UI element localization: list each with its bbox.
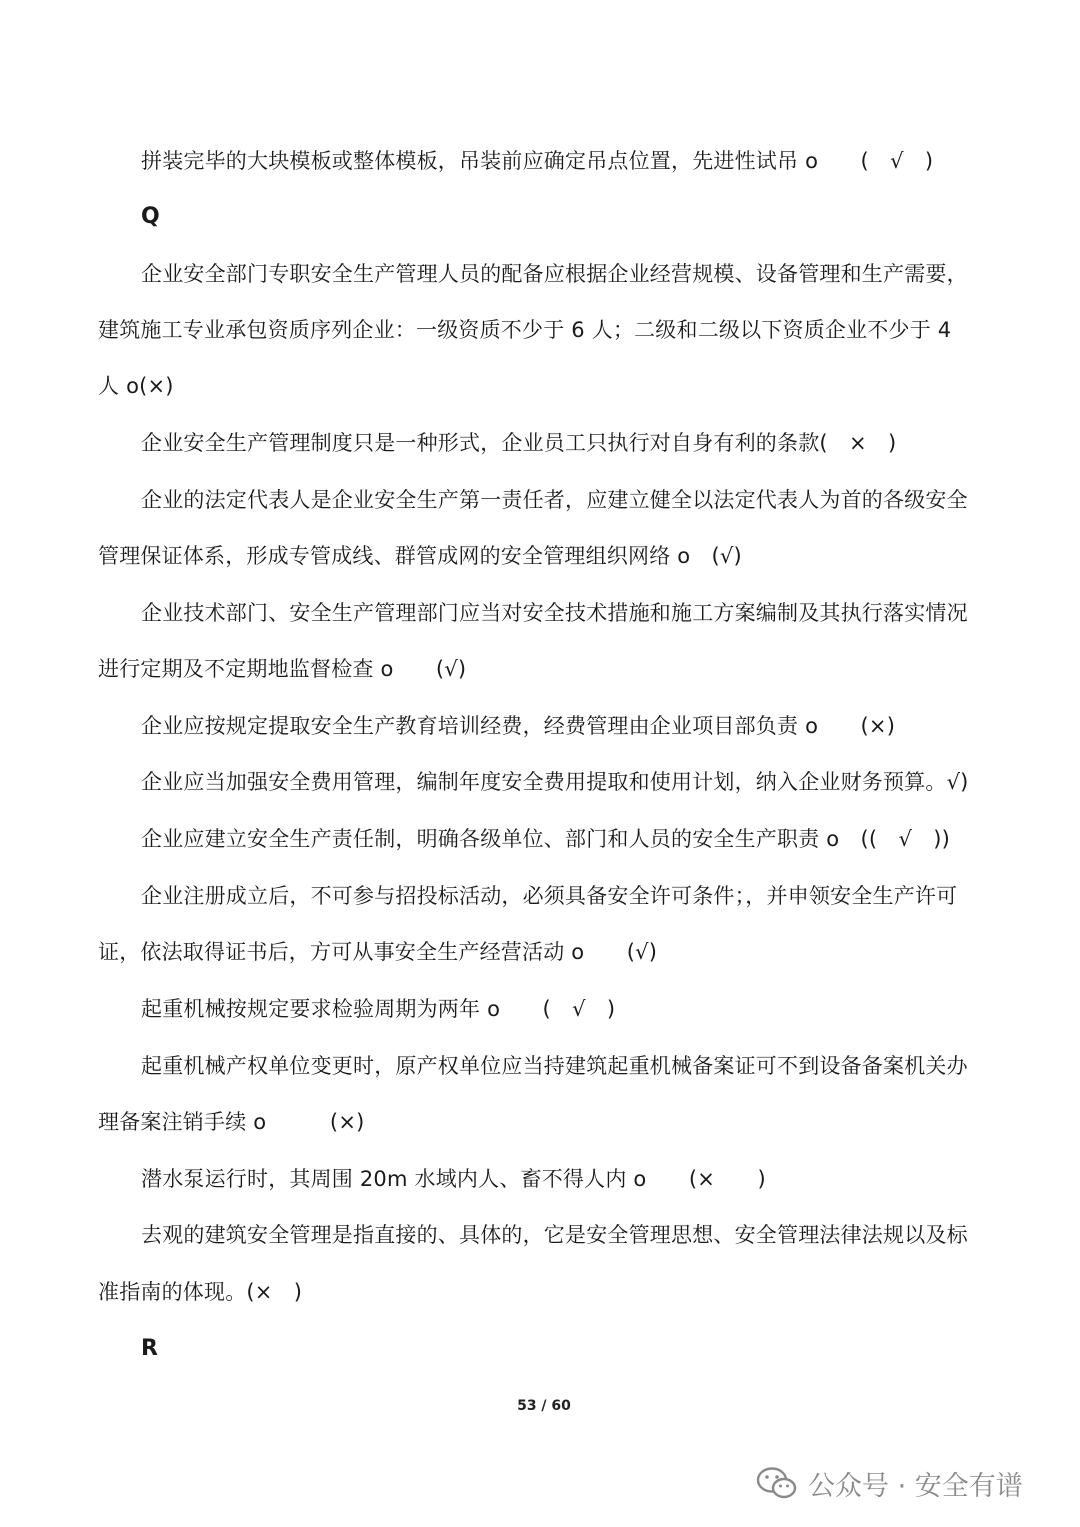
statement-legal-representative-cont: 管理保证体系，形成专管成线、群管成网的安全管理组织网络 o (√)	[98, 544, 742, 568]
statement-crane-inspection: 起重机械按规定要求检验周期为两年 o ( √ )	[141, 997, 616, 1021]
statement-safety-costs: 企业应当加强安全费用管理，编制年度安全费用提取和使用计划，纳入企业财务预算。√)	[141, 770, 969, 794]
watermark	[756, 1463, 1023, 1503]
statement-crane-ownership: 起重机械产权单位变更时，原产权单位应当持建筑起重机械备案证可不到设备备案机关办	[141, 1054, 968, 1078]
statement-submersible-pump: 潜水泵运行时，其周围 20m 水域内人、畜不得人内 o (× )	[141, 1167, 766, 1191]
statement-technical-department-cont: 进行定期及不定期地监督检查 o (√)	[98, 657, 467, 681]
statement-registration: 企业注册成立后，不可参与招投标活动，必须具备安全许可条件；，并申领安全生产许可	[141, 884, 958, 908]
watermark-text: 公众号 · 安全有谱	[808, 1470, 1023, 1502]
statement-management-system: 企业安全生产管理制度只是一种形式，企业员工只执行对自身有利的条款( × )	[141, 431, 897, 455]
statement-registration-cont: 证，依法取得证书后，方可从事安全生产经营活动 o (√)	[98, 940, 658, 964]
statement-template-lifting: 拼装完毕的大块模板或整体模板，吊装前应确定吊点位置，先进性试吊 o ( √ )	[141, 149, 934, 173]
statement-safety-management: 去观的建筑安全管理是指直接的、具体的，它是安全管理思想、安全管理法律法规以及标	[141, 1223, 968, 1247]
statement-safety-staffing-end: 人 o(×)	[98, 374, 174, 398]
statement-safety-staffing: 企业安全部门专职安全生产管理人员的配备应根据企业经营规模、设备管理和生产需要，	[141, 262, 968, 286]
section-heading-r: R	[141, 1336, 158, 1361]
statement-crane-ownership-cont: 理备案注销手续 o (×)	[98, 1110, 365, 1134]
wechat-icon	[756, 1466, 798, 1500]
page-number: 53 / 60	[517, 1398, 571, 1414]
statement-legal-representative: 企业的法定代表人是企业安全生产第一责任者，应建立健全以法定代表人为首的各级安全	[141, 488, 968, 512]
statement-responsibility-system: 企业应建立安全生产责任制，明确各级单位、部门和人员的安全生产职责 o (( √ ))	[141, 827, 951, 851]
statement-safety-staffing-cont: 建筑施工专业承包资质序列企业：一级资质不少于 6 人；二级和二级以下资质企业不少于 4	[98, 318, 952, 342]
statement-training-funds: 企业应按规定提取安全生产教育培训经费，经费管理由企业项目部负责 o (×)	[141, 714, 896, 738]
section-heading-q: Q	[141, 204, 160, 229]
statement-safety-management-cont: 准指南的体现。(× )	[98, 1280, 303, 1304]
statement-technical-department: 企业技术部门、安全生产管理部门应当对安全技术措施和施工方案编制及其执行落实情况	[141, 601, 968, 625]
